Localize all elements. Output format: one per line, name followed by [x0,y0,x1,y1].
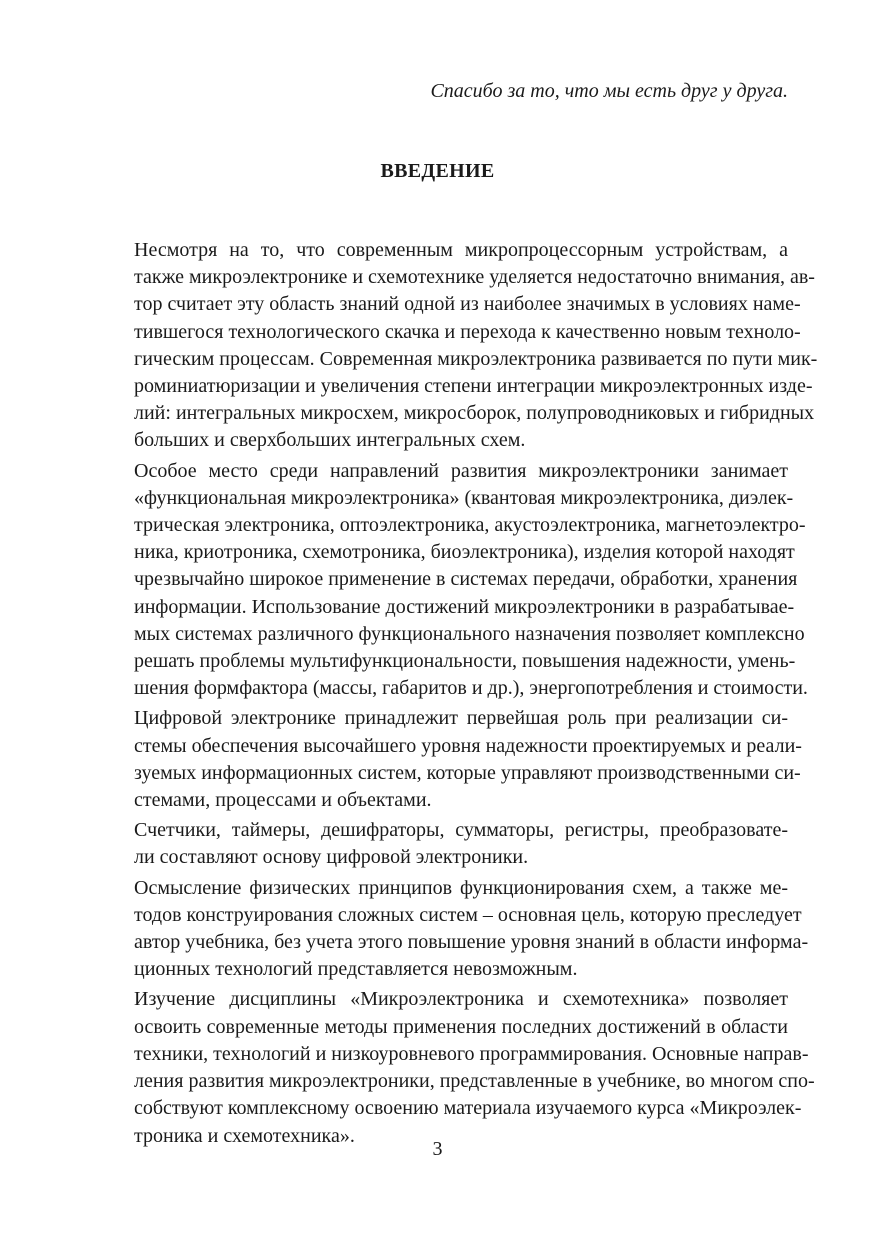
page-number: 3 [432,1138,443,1160]
text-line: лий: интегральных микросхем, микросборок, полупроводниковых и гибридных [134,402,815,425]
section-heading: ВВЕДЕНИЕ [380,160,495,182]
text-line: Изучение дисциплины «Микроэлектроника и схемотехника» позволяет [134,988,788,1011]
text-line: техники, технологий и низкоуровневого программирования. Основные направ- [134,1042,809,1065]
paragraph [87,875,809,984]
paragraph [87,817,788,871]
text-line: больших и сверхбольших интегральных схем. [134,429,526,452]
text-line: ли составляют основу цифровой электроники. [134,846,529,869]
text-line: роминиатюризации и увеличения степени интеграции микроэлектронных изде- [134,375,813,398]
text-line: Особое место среди направлений развития микроэлектроники занимает [134,459,788,482]
text-line: трическая электроника, оптоэлектроника, акустоэлектроника, магнетоэлектро- [134,514,806,537]
text-line: освоить современные методы применения последних достижений в области [134,1015,788,1038]
text-line: собствуют комплексному освоению материала изучаемого курса «Микроэлек- [134,1097,802,1120]
text-line: шения формфактора (массы, габаритов и др.), энергопотребления и стоимости. [134,677,808,700]
text-line: информации. Использование достижений микроэлектроники в разрабатывае- [134,595,795,618]
text-line: тор считает эту область знаний одной из наиболее значимых в условиях наме- [134,293,801,316]
text-line: троника и схемотехника». [134,1124,355,1147]
text-line: стемами, процессами и объектами. [134,789,432,812]
text-line: Несмотря на то, что современным микропроцессорным устройствам, а [134,239,788,261]
epigraph: Спасибо за то, что мы есть друг у друга. [430,80,788,102]
paragraph [87,705,802,814]
text-line: также микроэлектронике и схемотехнике уделяется недостаточно внимания, ав- [134,266,815,289]
paragraph [87,458,808,703]
text-line: чрезвычайно широкое применение в системах передачи, обработки, хранения [134,568,798,591]
paragraph [87,237,818,455]
text-line: стемы обеспечения высочайшего уровня надежности проектируемых и реали- [134,734,802,757]
text-line: Счетчики, таймеры, дешифраторы, сумматоры, регистры, преобразовате- [134,819,788,842]
text-line: тившегося технологического скачка и перехода к качественно новым техноло- [134,320,801,343]
text-line: автор учебника, без учета этого повышение уровня знаний в области информа- [134,931,809,954]
text-line: ника, криотроника, схемотроника, биоэлектроника), изделия которой находят [134,541,795,564]
text-line: Цифровой электронике принадлежит первейшая роль при реализации си- [134,707,788,730]
text-line: решать проблемы мультифункциональности, повышения надежности, умень- [134,650,796,673]
body-text [87,237,818,1153]
text-line: ционных технологий представляется невозможным. [134,958,578,981]
paragraph [87,986,815,1149]
text-line: гическим процессам. Современная микроэлектроника развивается по пути мик- [134,347,818,370]
text-line: ления развития микроэлектроники, представленные в учебнике, во многом спо- [134,1070,815,1093]
text-line: Осмысление физических принципов функционирования схем, а также ме- [134,876,788,899]
text-line: мых системах различного функционального назначения позволяет комплексно [134,622,805,645]
text-line: тодов конструирования сложных систем – основная цель, которую преследует [134,903,802,926]
text-line: зуемых информационных систем, которые управляют производственными си- [134,761,801,784]
text-line: «функциональная микроэлектроника» (квантовая микроэлектроника, диэлек- [134,486,794,509]
